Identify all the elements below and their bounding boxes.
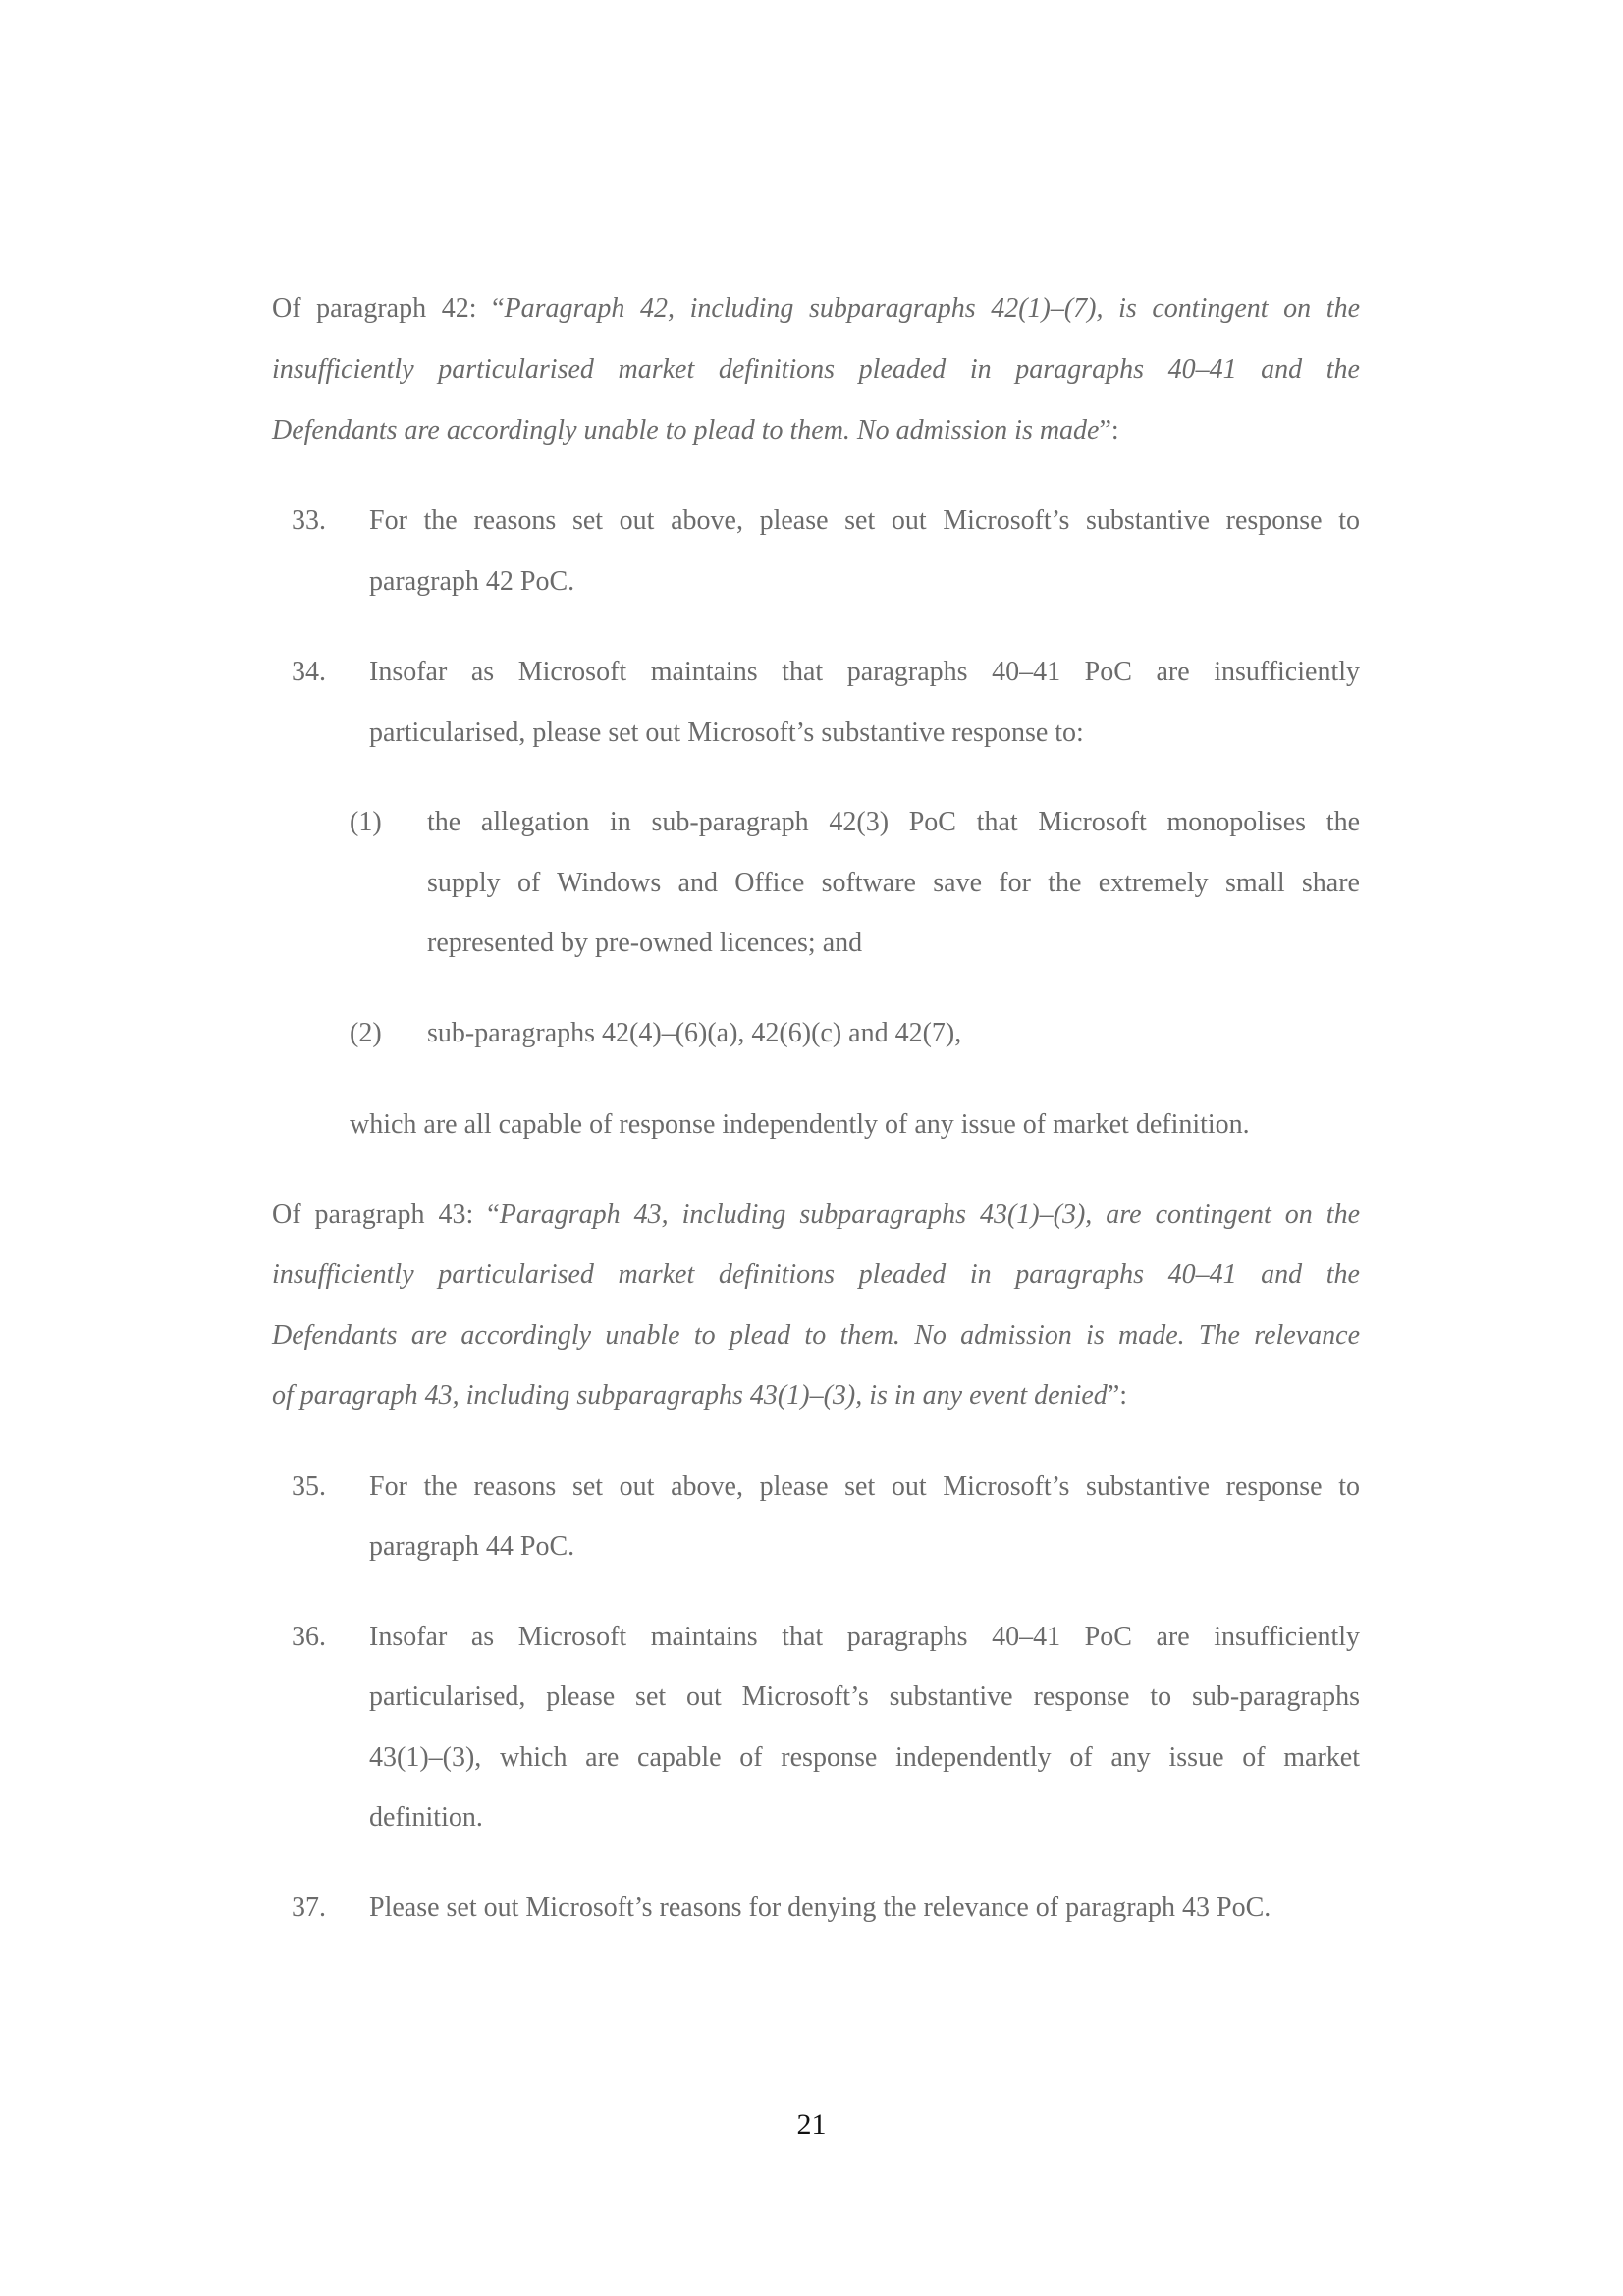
paragraph-text: paragraph 42 PoC.: [369, 566, 575, 597]
paragraph-number: 33.: [292, 506, 326, 536]
paragraph-text: paragraph 44 PoC.: [369, 1531, 575, 1562]
quoted-text: insufficiently particularised market definitions pleaded in paragraphs 40–41 and the: [272, 354, 1360, 385]
subparagraph-number: (2): [350, 1018, 382, 1048]
heading-suffix: ”:: [1099, 415, 1119, 446]
heading-prefix: Of paragraph 43: “: [272, 1200, 500, 1230]
paragraph-text: particularised, please set out Microsoft’s substantive response to sub-paragraphs: [369, 1682, 1360, 1712]
page-number: 21: [796, 2109, 827, 2141]
quoted-text: of paragraph 43, including subparagraphs 43(1)–(3), is in any event denied: [272, 1380, 1108, 1411]
quoted-text: insufficiently particularised market definitions pleaded in paragraphs 40–41 and the: [272, 1259, 1360, 1290]
paragraph-number: 37.: [292, 1893, 326, 1923]
paragraph-text: Please set out Microsoft’s reasons for denying the relevance of paragraph 43 PoC.: [369, 1893, 1271, 1923]
paragraph-tail-text: which are all capable of response independently of any issue of market definition.: [350, 1109, 1250, 1140]
quoted-text: Paragraph 42, including subparagraphs 42(1)–(7), is contingent on the: [504, 294, 1361, 324]
paragraph-text: For the reasons set out above, please set out Microsoft’s substantive response to: [369, 506, 1360, 536]
quoted-text: Defendants are accordingly unable to plead to them. No admission is made. The relevance: [272, 1320, 1360, 1351]
heading-prefix: Of paragraph 42: “: [272, 294, 505, 324]
paragraph-text: particularised, please set out Microsoft’s substantive response to:: [369, 718, 1084, 748]
subparagraph-text: the allegation in sub-paragraph 42(3) PoC that Microsoft monopolises the: [427, 807, 1360, 837]
subparagraph-text: represented by pre-owned licences; and: [427, 928, 863, 958]
subparagraph-number: (1): [350, 807, 382, 837]
quoted-text: Defendants are accordingly unable to plead to them. No admission is made: [272, 415, 1100, 446]
paragraph-text: Insofar as Microsoft maintains that paragraphs 40–41 PoC are insufficiently: [369, 657, 1360, 687]
quoted-text: Paragraph 43, including subparagraphs 43(1)–(3), are contingent on the: [499, 1200, 1361, 1230]
paragraph-number: 35.: [292, 1471, 326, 1502]
paragraph-text: definition.: [369, 1802, 483, 1833]
heading-suffix: ”:: [1107, 1380, 1128, 1411]
paragraph-number: 36.: [292, 1622, 326, 1652]
paragraph-text: 43(1)–(3), which are capable of response independently of any issue of market: [369, 1742, 1360, 1773]
subparagraph-text: sub-paragraphs 42(4)–(6)(a), 42(6)(c) and 42(7),: [427, 1018, 962, 1048]
subparagraph-text: supply of Windows and Office software save for the extremely small share: [427, 868, 1360, 898]
paragraph-text: Insofar as Microsoft maintains that paragraphs 40–41 PoC are insufficiently: [369, 1622, 1360, 1652]
paragraph-number: 34.: [292, 657, 326, 687]
paragraph-text: For the reasons set out above, please set out Microsoft’s substantive response to: [369, 1471, 1360, 1502]
